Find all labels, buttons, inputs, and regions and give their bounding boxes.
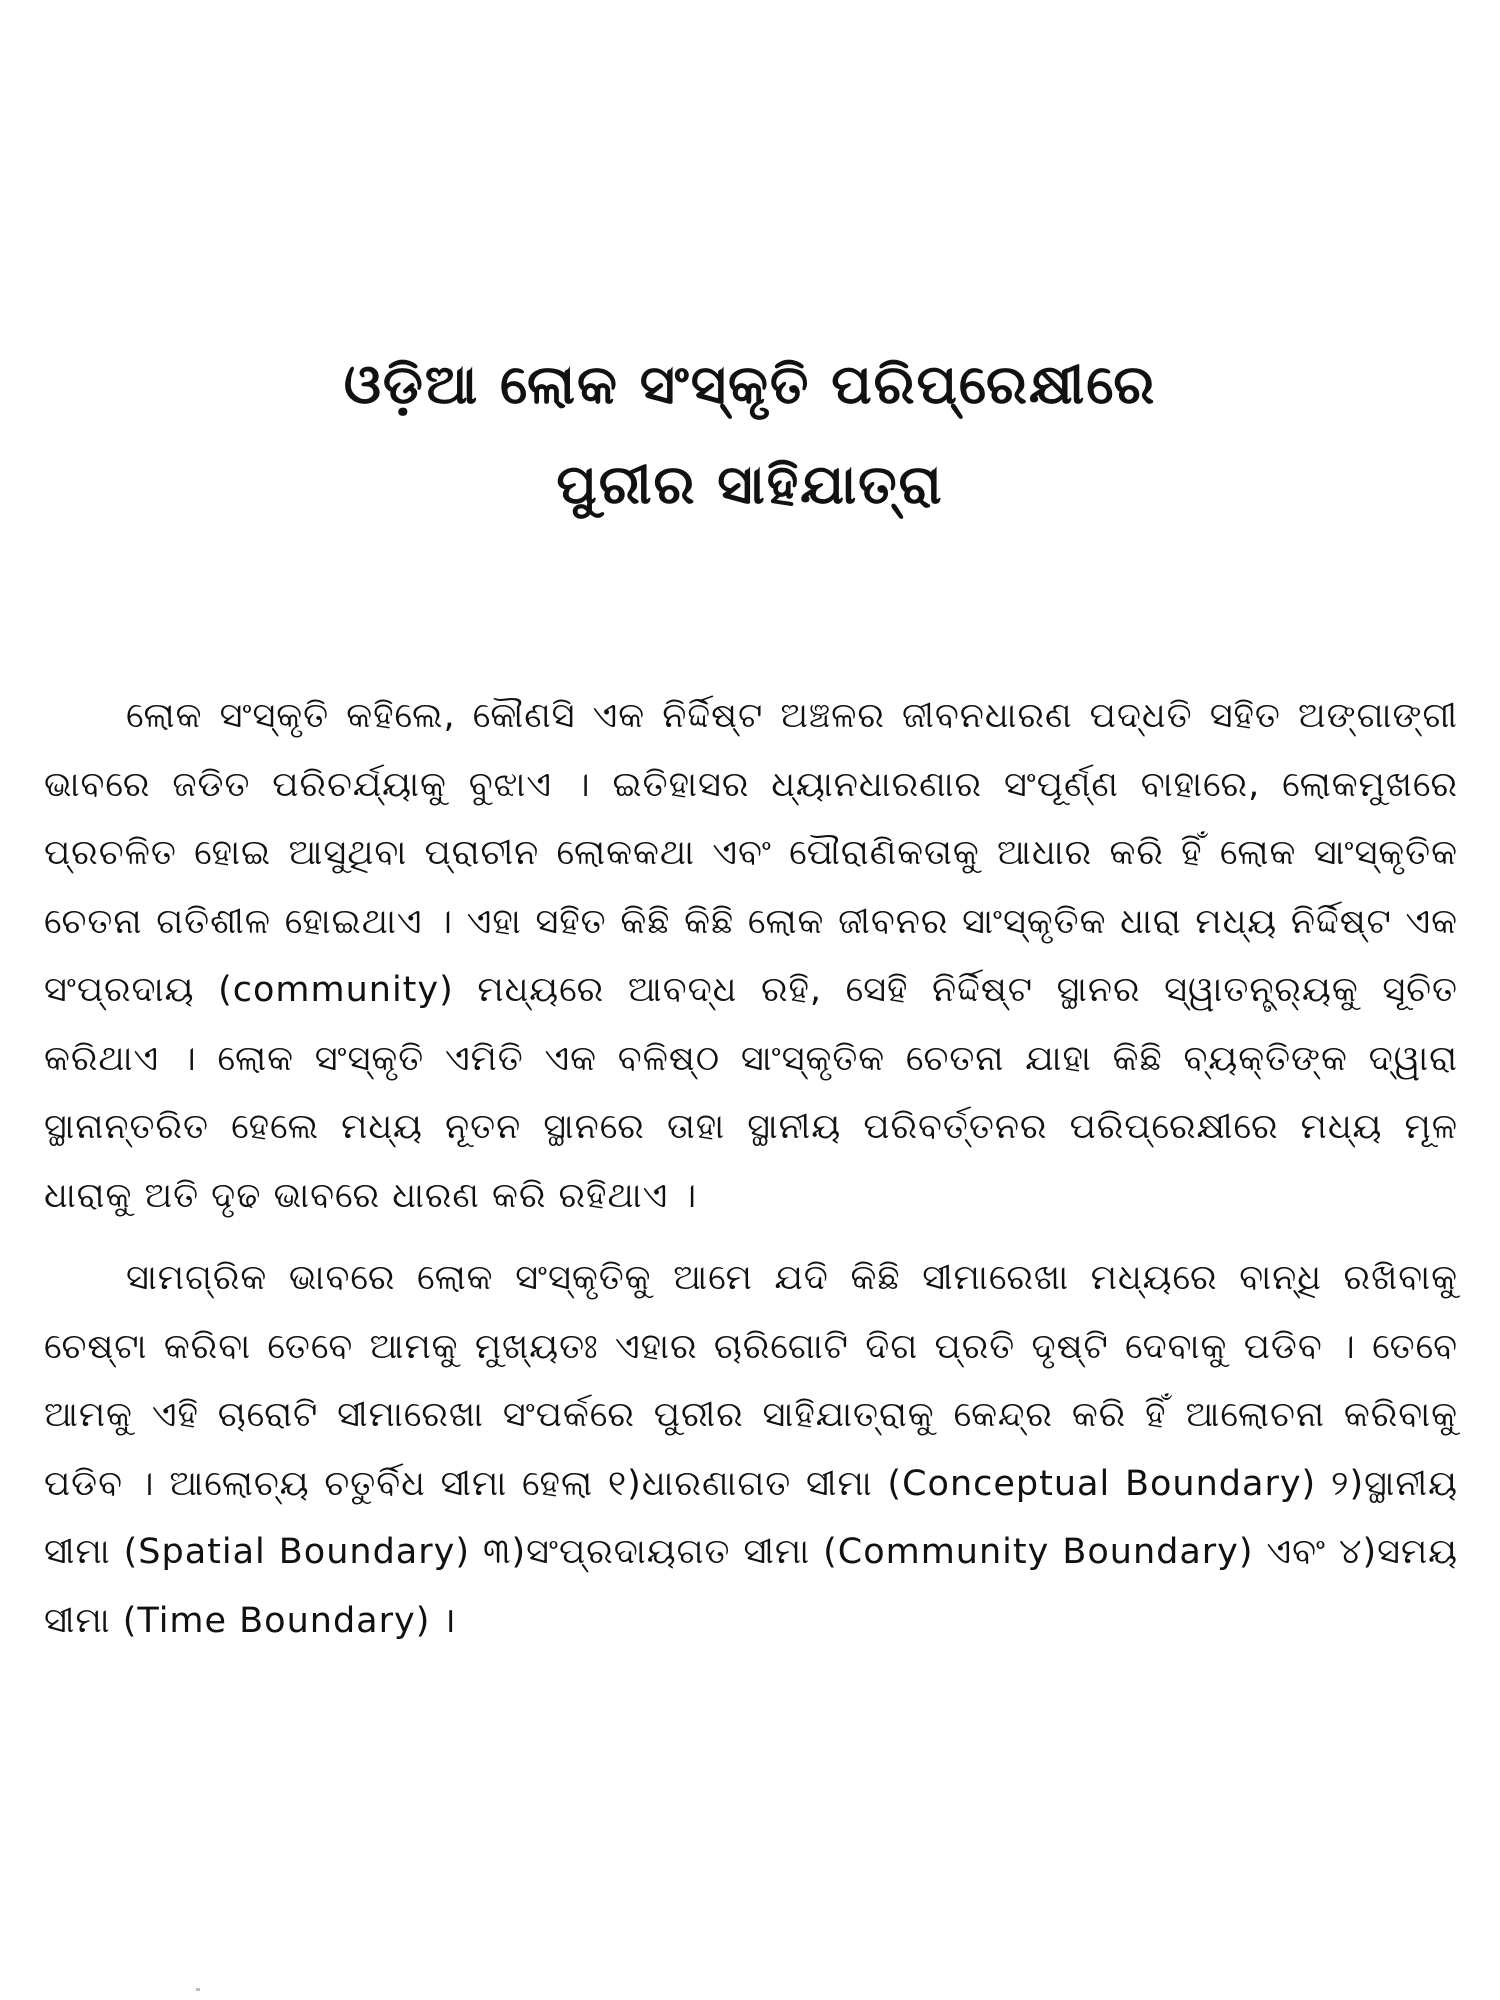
paragraph-2: ସାମଗ୍ରିକ ଭାବରେ ଲୋକ ସଂସ୍କୃତିକୁ ଆମେ ଯଦି କିଛି ସୀମାରେଖା ମଧ୍ୟରେ ବାନ୍ଧି ରଖିବାକୁ ଚେଷ୍ଟା କରିବା ତେବେ ଆମକୁ ମୁଖ୍ୟତଃ ଏହାର ଚାରିଗୋଟି ଦିଗ ପ୍ରତି ଦୃଷ୍ଟି ଦେବାକୁ ପଡିବ । ତେବେ ଆମକୁ ଏହି ଚାରୋଟି ସୀମାରେଖା ସଂପର୍କରେ ପୁରୀର ସାହିଯାତ୍ରାକୁ କେନ୍ଦ୍ର କରି ହିଁ ଆଲୋଚନା କରିବାକୁ ପଡିବ । ଆଲୋଚ୍ୟ ଚତୁର୍ବିଧ ସୀମା ହେଲା ୧)ଧାରଣାଗତ ସୀମା (Conceptual Boundary) ୨)ସ୍ଥାନୀୟ ସୀମା (Spatial Boundary) ୩)ସଂପ୍ରଦାୟଗତ ସୀମା (Community Boundary) ଏବଂ ୪)ସମୟ ସୀମା (Time Boundary) । [44,1258,1458,1641]
title-line-2: ପୁରୀର ସାହିଯାତ୍ରା [556,453,944,516]
scan-speck [196,1988,200,1991]
paragraph-1: ଲୋକ ସଂସ୍କୃତି କହିଲେ, କୌଣସି ଏକ ନିର୍ଦ୍ଦିଷ୍ଟ ଅଞ୍ଚଳର ଜୀବନଧାରଣ ପଦ୍ଧତି ସହିତ ଅଙ୍ଗାଙ୍ଗୀ ଭାବରେ ଜଡିତ ପରିଚର୍ଯ୍ୟାକୁ ବୁଝାଏ । ଇତିହାସର ଧ୍ୟାନଧାରଣାର ସଂପୂର୍ଣ୍ଣ ବାହାରେ, ଲୋକମୁଖରେ ପ୍ରଚଳିତ ହୋଇ ଆସୁଥିବା ପ୍ରାଚୀନ ଲୋକକଥା ଏବଂ ପୌରାଣିକତାକୁ ଆଧାର କରି ହିଁ ଲୋକ ସାଂସ୍କୃତିକ ଚେତନା ଗତିଶୀଳ ହୋଇଥାଏ । ଏହା ସହିତ କିଛି କିଛି ଲୋକ ଜୀବନର ସାଂସ୍କୃତିକ ଧାରା ମଧ୍ୟ ନିର୍ଦ୍ଦିଷ୍ଟ ଏକ ସଂପ୍ରଦାୟ (community) ମଧ୍ୟରେ ଆବଦ୍ଧ ରହି, ସେହି ନିର୍ଦ୍ଦିଷ୍ଟ ସ୍ଥାନର ସ୍ୱାତନ୍ତ୍ର୍ୟକୁ ସୂଚିତ କରିଥାଏ । ଲୋକ ସଂସ୍କୃତି ଏମିତି ଏକ ବଳିଷ୍ଠ ସାଂସ୍କୃତିକ ଚେତନା ଯାହା କିଛି ବ୍ୟକ୍ତିଙ୍କ ଦ୍ୱାରା ସ୍ଥାନାନ୍ତରିତ ହେଲେ ମଧ୍ୟ ନୂତନ ସ୍ଥାନରେ ତାହା ସ୍ଥାନୀୟ ପରିବର୍ତ୍ତନର ପରିପ୍ରେକ୍ଷୀରେ ମଧ୍ୟ ମୂଳ ଧାରାକୁ ଅତି ଦୃଢ ଭାବରେ ଧାରଣ କରି ରହିଥାଏ । [44,696,1458,1216]
page-title [0,335,1500,535]
title-line-1: ଓଡ଼ିଆ ଲୋକ ସଂସ୍କୃତି ପରିପ୍ରେକ୍ଷୀରେ [343,353,1157,416]
body-text [44,682,1458,1655]
